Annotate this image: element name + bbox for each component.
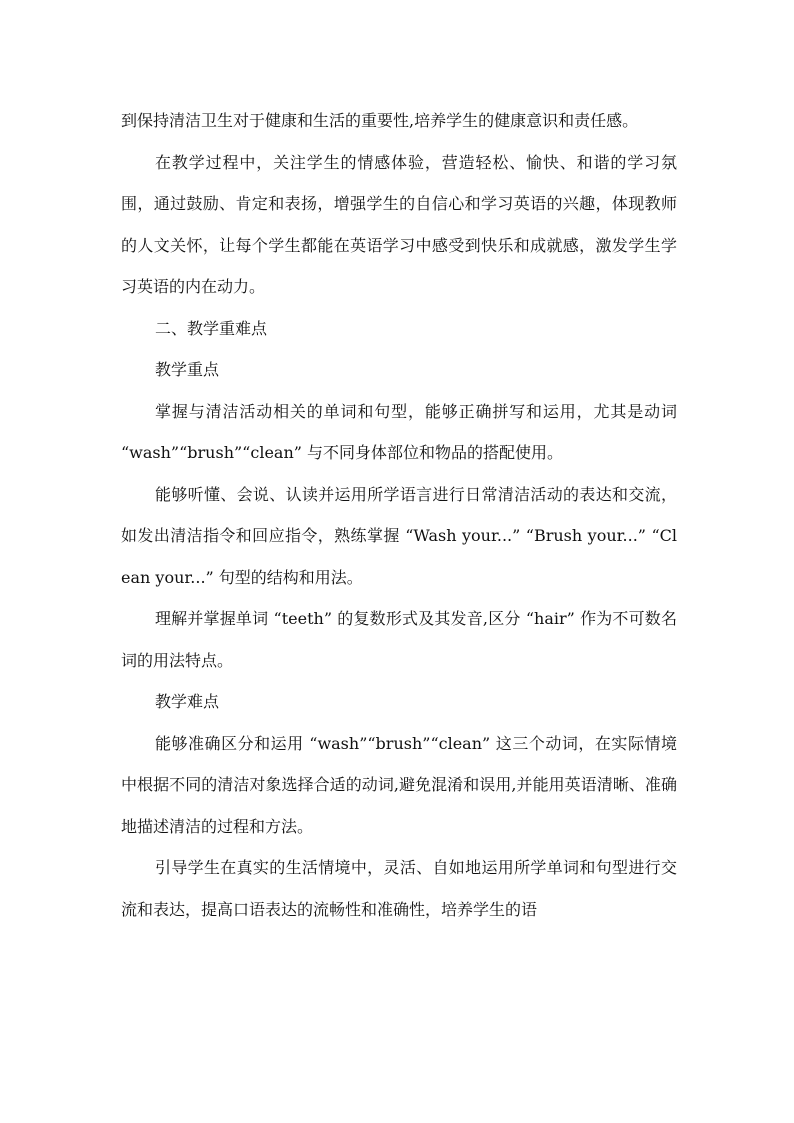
paragraph-key-point-vocabulary: 掌握与清洁活动相关的单词和句型，能够正确拼写和运用，尤其是动词 “wash”“brush”“clean” 与不同身体部位和物品的搭配使用。 [121, 401, 677, 462]
paragraph-continuation: 到保持清洁卫生对于健康和生活的重要性,培养学生的健康意识和责任感。 [121, 111, 639, 130]
subheading-key-points: 教学重点 [155, 360, 220, 379]
paragraph-emotional-experience: 在教学过程中，关注学生的情感体验，营造轻松、愉快、和谐的学习氛围，通过鼓励、肯定和表扬，增强学生的自信心和学习英语的兴趣，体现教师的人文关怀，让每个学生都能在英语学习中感受到快乐和成就感，激发学生学习英语的内在动力。 [121, 152, 677, 296]
paragraph-difficult-point-verbs: 能够准确区分和运用 “wash”“brush”“clean” 这三个动词，在实际情境中根据不同的清洁对象选择合适的动词,避免混淆和误用,并能用英语清晰、准确地描述清洁的过程和方法。 [121, 733, 677, 836]
paragraph-key-point-communication: 能够听懂、会说、认读并运用所学语言进行日常清洁活动的表达和交流，如发出清洁指令和回应指令，熟练掌握 “Wash your...” “Brush your...” “Clean your...” 句型的结构和用法。 [121, 484, 677, 587]
paragraph-difficult-point-context: 引导学生在真实的生活情境中，灵活、自如地运用所学单词和句型进行交流和表达，提高口语表达的流畅性和准确性，培养学生的语 [121, 858, 677, 919]
document-body [121, 100, 677, 930]
subheading-difficult-points: 教学难点 [155, 692, 220, 711]
section-heading-key-difficult-points: 二、教学重难点 [155, 318, 268, 338]
paragraph-key-point-teeth-hair: 理解并掌握单词 “teeth” 的复数形式及其发音,区分 “hair” 作为不可数名词的用法特点。 [121, 609, 677, 670]
